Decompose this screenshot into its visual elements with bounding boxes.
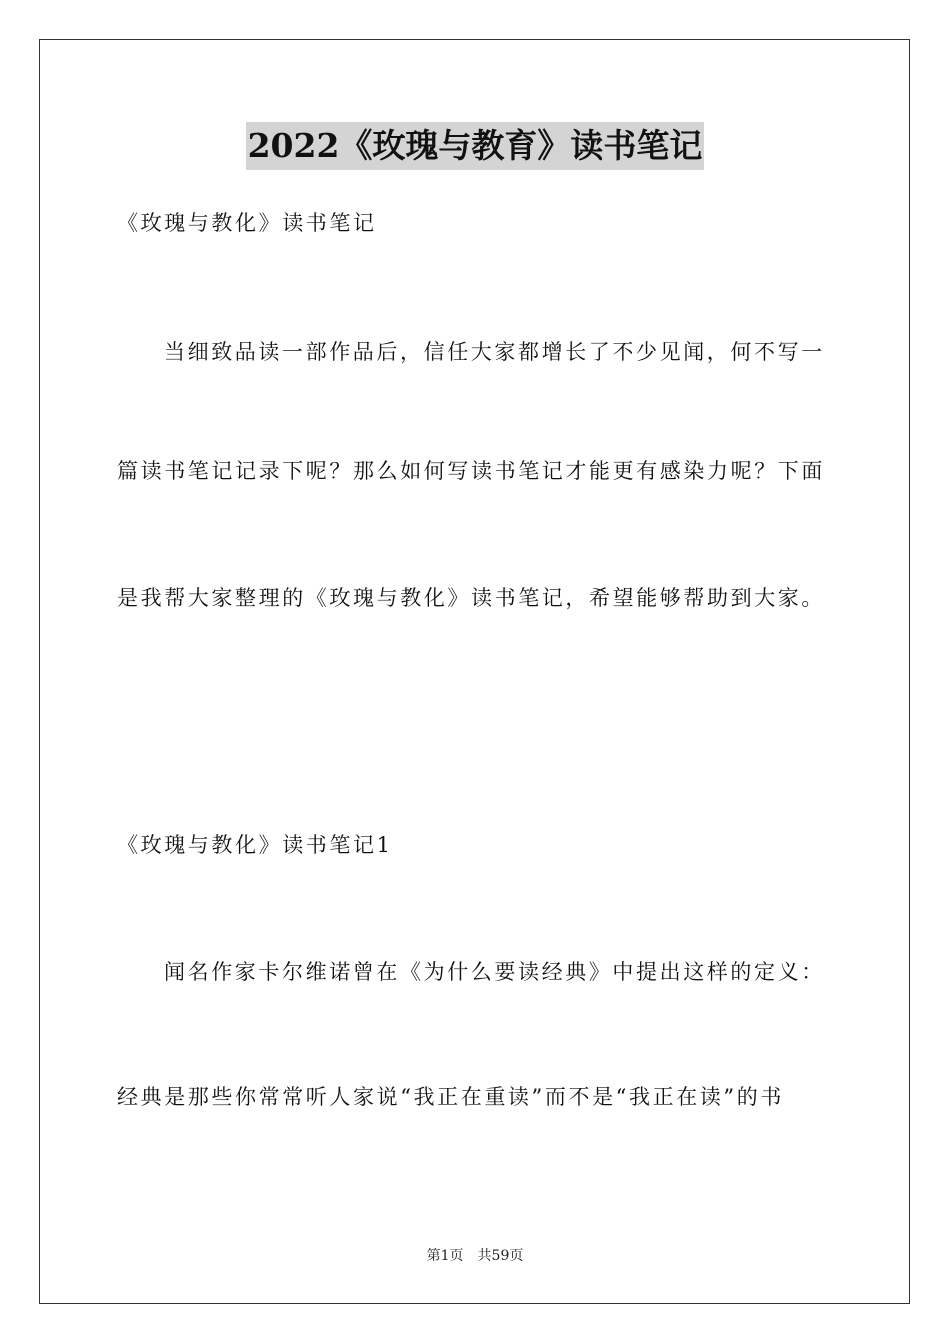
paragraph-line: 篇读书笔记记录下呢？那么如何写读书笔记才能更有感染力呢？下面 xyxy=(117,459,825,483)
document-title: 2022《玫瑰与教育》读书笔记 xyxy=(246,122,705,170)
title-container xyxy=(0,122,950,170)
page-total: 共59页 xyxy=(477,1248,524,1264)
page-footer xyxy=(0,1246,950,1266)
page-number: 第1页 xyxy=(426,1248,464,1264)
paragraph-line: 闻名作家卡尔维诺曾在《为什么要读经典》中提出这样的定义： xyxy=(164,960,825,984)
paragraph-line: 经典是那些你常常听人家说“我正在重读”而不是“我正在读”的书 xyxy=(117,1085,784,1109)
section-heading: 《玫瑰与教化》读书笔记1 xyxy=(117,833,393,857)
paragraph-line: 是我帮大家整理的《玫瑰与教化》读书笔记，希望能够帮助到大家。 xyxy=(117,586,825,610)
paragraph-line: 当细致品读一部作品后，信任大家都增长了不少见闻，何不写一 xyxy=(164,340,825,364)
section-heading: 《玫瑰与教化》读书笔记 xyxy=(117,211,377,235)
